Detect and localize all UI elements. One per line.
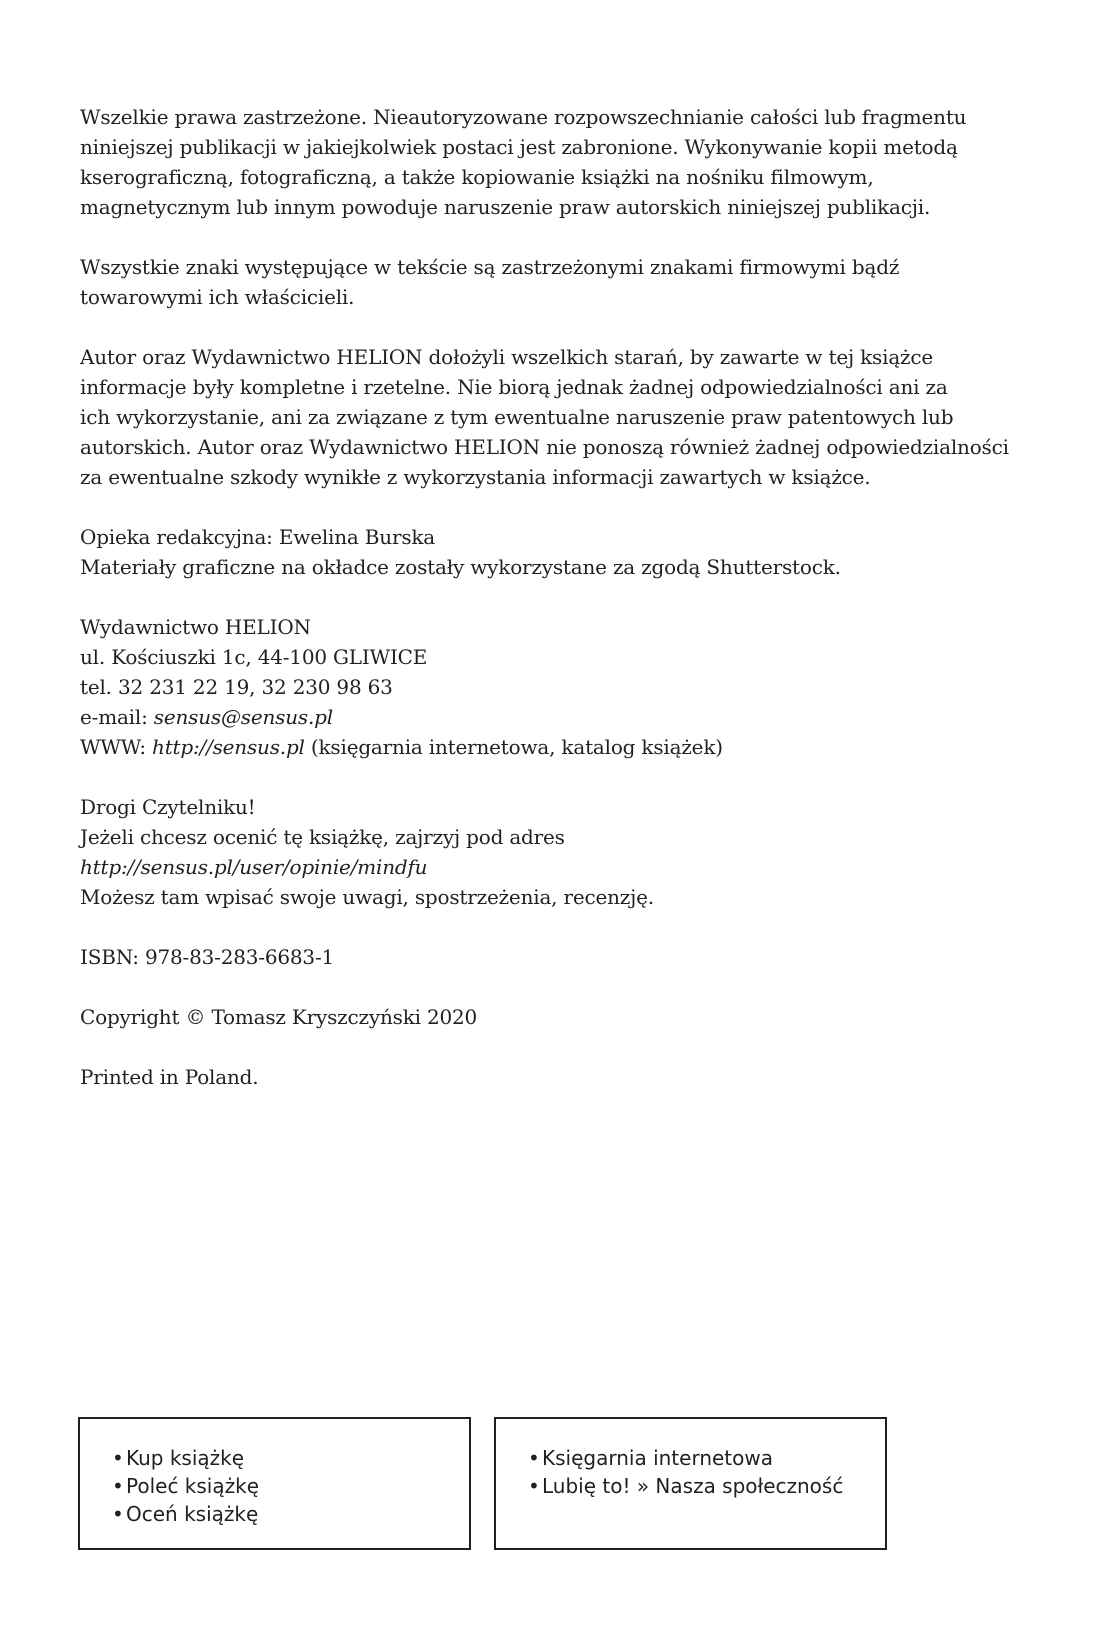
www-note: (księgarnia internetowa, katalog książek) [304,735,723,759]
disclaimer-line: Autor oraz Wydawnictwo HELION dołożyli wszelkich starań, by zawarte w tej książce [80,345,934,369]
imprint-text [80,102,1020,1092]
reader-note: Możesz tam wpisać swoje uwagi, spostrzeżenia, recenzję. [80,885,654,909]
printed-in: Printed in Poland. [80,1065,259,1089]
reader-prompt: Jeżeli chcesz ocenić tę książkę, zajrzyj pod adres [80,825,565,849]
bullet-icon: • [112,1474,124,1498]
publisher-www-line [80,732,1020,762]
editor-credit: Opieka redakcyjna: Ewelina Burska [80,525,436,549]
disclaimer-line: autorskich. Autor oraz Wydawnictwo HELION nie ponoszą również żadnej odpowiedzialności [80,435,1009,459]
graphics-credit: Materiały graficzne na okładce zostały wykorzystane za zgodą Shutterstock. [80,555,841,579]
rate-book-link[interactable] [112,1500,469,1528]
isbn-paragraph [80,942,1020,972]
disclaimer-line: ich wykorzystanie, ani za związane z tym ewentualne naruszenie praw patentowych lub [80,405,954,429]
publisher-name: Wydawnictwo HELION [80,615,311,639]
recommend-book-link[interactable] [112,1472,469,1500]
copyright-paragraph [80,1002,1020,1032]
email-label: e-mail: [80,705,154,729]
trademarks-line: towarowymi ich właścicieli. [80,285,355,309]
bullet-icon: • [112,1446,124,1470]
rate-book-label: Oceń książkę [126,1502,259,1526]
bullet-icon: • [528,1446,540,1470]
recommend-book-label: Poleć książkę [126,1474,259,1498]
trademarks-line: Wszystkie znaki występujące w tekście są zastrzeżonymi znakami firmowymi bądź [80,255,900,279]
www-link[interactable]: http://sensus.pl [152,735,305,759]
review-url-link[interactable]: http://sensus.pl/user/opinie/mindfu [80,855,428,879]
publisher-address: ul. Kościuszki 1c, 44-100 GLIWICE [80,645,428,669]
rights-line: magnetycznym lub innym powoduje naruszenie praw autorskich niniejszej publikacji. [80,195,931,219]
rights-line: kserograficzną, fotograficzną, a także kopiowanie książki na nośniku filmowym, [80,165,874,189]
publisher-email-line [80,702,1020,732]
printed-paragraph [80,1062,1020,1092]
disclaimer-line: za ewentualne szkody wynikłe z wykorzystania informacji zawartych w książce. [80,465,871,489]
online-bookstore-link[interactable] [528,1444,885,1472]
bullet-icon: • [112,1502,124,1526]
isbn: ISBN: 978-83-283-6683-1 [80,945,335,969]
reader-paragraph [80,792,1020,912]
editorial-paragraph [80,522,1020,582]
copyright: Copyright © Tomasz Kryszczyński 2020 [80,1005,478,1029]
www-label: WWW: [80,735,153,759]
disclaimer-paragraph [80,342,1020,492]
disclaimer-line: informacje były kompletne i rzetelne. Nie biorą jednak żadnej odpowiedzialności ani za [80,375,948,399]
rights-line: Wszelkie prawa zastrzeżone. Nieautoryzowane rozpowszechnianie całości lub fragmentu [80,105,967,129]
like-community-link[interactable] [528,1472,885,1500]
community-box [494,1417,887,1550]
publisher-paragraph [80,612,1020,762]
rights-line: niniejszej publikacji w jakiejkolwiek postaci jest zabronione. Wykonywanie kopii metodą [80,135,958,159]
reader-greeting: Drogi Czytelniku! [80,795,256,819]
like-community-label: Lubię to! » Nasza społeczność [542,1474,844,1498]
buy-book-link[interactable] [112,1444,469,1472]
bullet-icon: • [528,1474,540,1498]
online-bookstore-label: Księgarnia internetowa [542,1446,773,1470]
buy-book-label: Kup książkę [126,1446,245,1470]
trademarks-paragraph [80,252,1020,312]
book-actions-box [78,1417,471,1550]
rights-paragraph [80,102,1020,222]
email-link[interactable]: sensus@sensus.pl [153,705,333,729]
publisher-phone: tel. 32 231 22 19, 32 230 98 63 [80,675,393,699]
